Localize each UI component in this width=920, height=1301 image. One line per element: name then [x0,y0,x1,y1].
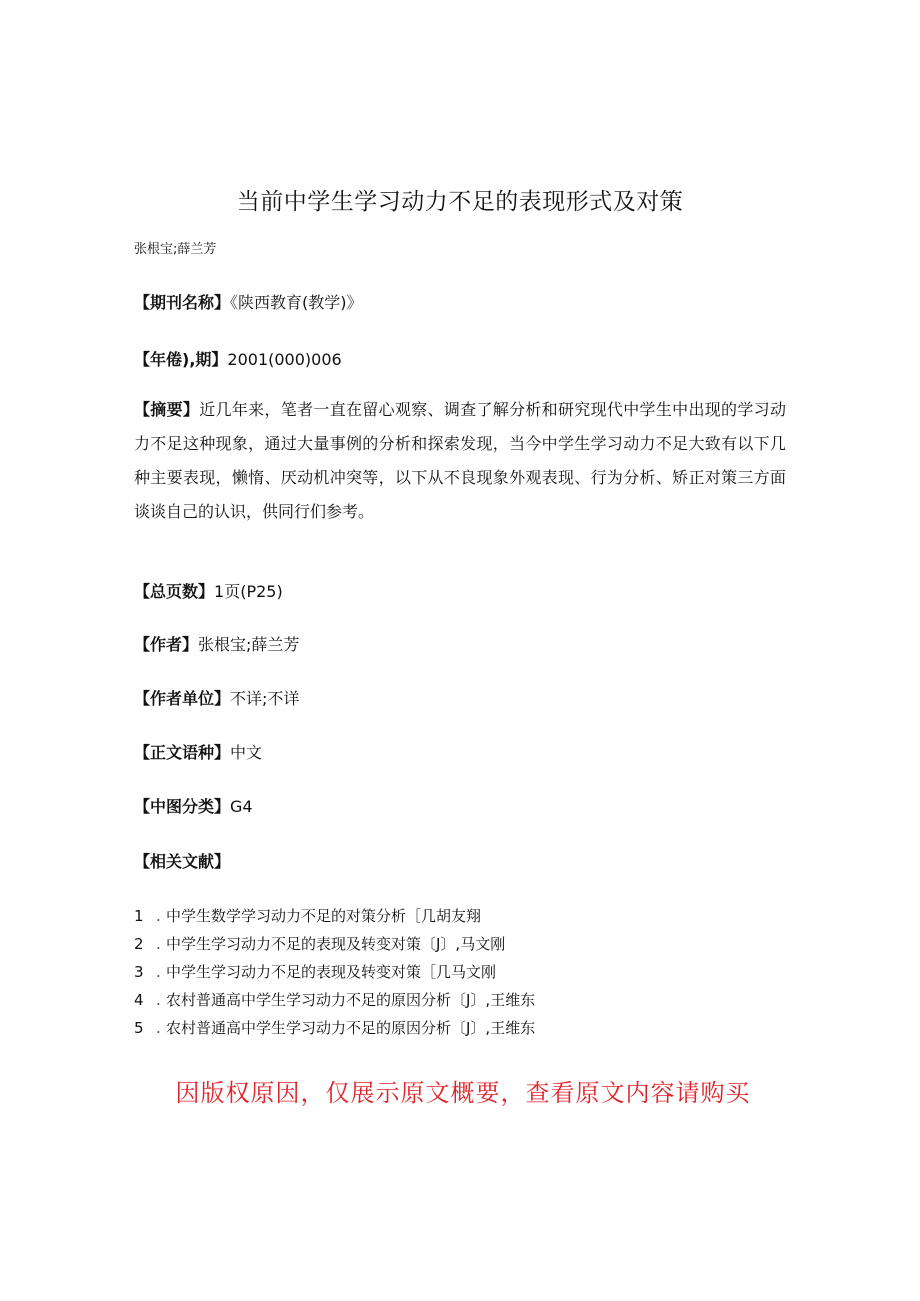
author-value: 张根宝;薛兰芳 [198,635,300,654]
copyright-notice: 因版权原因，仅展示原文概要，查看原文内容请购买 [175,1079,751,1107]
author-label: 【作者】 [134,635,199,654]
reference-item: 3 . 中学生学习动力不足的表现及转变对策［几马文刚 [134,960,535,988]
reference-text: 中学生学习动力不足的表现及转变对策〔J〕,马文刚 [166,935,506,953]
language-value: 中文 [230,743,263,762]
document-title: 当前中学生学习动力不足的表现形式及对策 [236,189,684,216]
year-issue-label: 【年倦),期】 [134,350,228,369]
affiliation-value: 不详;不详 [230,689,300,708]
classification-value: G4 [230,797,253,816]
author-field [134,632,299,655]
total-pages-label: 【总页数】 [134,582,215,601]
language-label: 【正文语种】 [134,743,231,762]
reference-text: 农村普通高中学生学习动力不足的原因分析〔J〕,王维东 [166,991,536,1009]
reference-text: 中学生数学学习动力不足的对策分析［几胡友翔 [166,907,482,925]
journal-label: 【期刊名称】 [134,293,231,312]
classification-field [134,794,253,817]
abstract-value: 近几年来，笔者一直在留心观察、调查了解分析和研究现代中学生中出现的学习动力不足这种现象，通过大量事例的分析和探索发现，当今中学生学习动力不足大致有以下几种主要表现，懒惰、厌动机冲突等，以下从不良现象外观表现、行为分析、矫正对策三方面谈谈自己的认识，供同行们参考。 [134,400,786,521]
reference-number: 2 [134,935,144,953]
total-pages-value: 1页(P25) [214,582,283,601]
year-issue-value: 2001(000)006 [227,350,342,369]
reference-item: 2 . 中学生学习动力不足的表现及转变对策〔J〕,马文刚 [134,932,535,960]
abstract-label: 【摘要】 [134,400,200,419]
references-list [134,904,535,1044]
reference-text: 中学生学习动力不足的表现及转变对策［几马文刚 [166,963,497,981]
authors-line: 张根宝;薛兰芳 [134,242,217,257]
year-issue-field [134,347,342,370]
reference-number: 4 [134,991,144,1009]
references-heading [134,849,230,872]
reference-item: 4 . 农村普通高中学生学习动力不足的原因分析〔J〕,王维东 [134,988,535,1016]
reference-number: 1 [134,907,144,925]
references-label: 【相关文献】 [134,852,231,871]
language-field [134,740,262,763]
journal-field [134,290,363,313]
journal-value: 《陕西教育(教学)》 [230,293,363,312]
classification-label: 【中图分类】 [134,797,231,816]
reference-item: 1 . 中学生数学学习动力不足的对策分析［几胡友翔 [134,904,535,932]
affiliation-field [134,686,299,709]
abstract-field [134,393,786,529]
total-pages-field [134,579,283,602]
affiliation-label: 【作者单位】 [134,689,231,708]
reference-number: 5 [134,1019,144,1037]
reference-text: 农村普通高中学生学习动力不足的原因分析〔J〕,王维东 [166,1019,536,1037]
reference-item: 5 . 农村普通高中学生学习动力不足的原因分析〔J〕,王维东 [134,1016,535,1044]
reference-number: 3 [134,963,144,981]
